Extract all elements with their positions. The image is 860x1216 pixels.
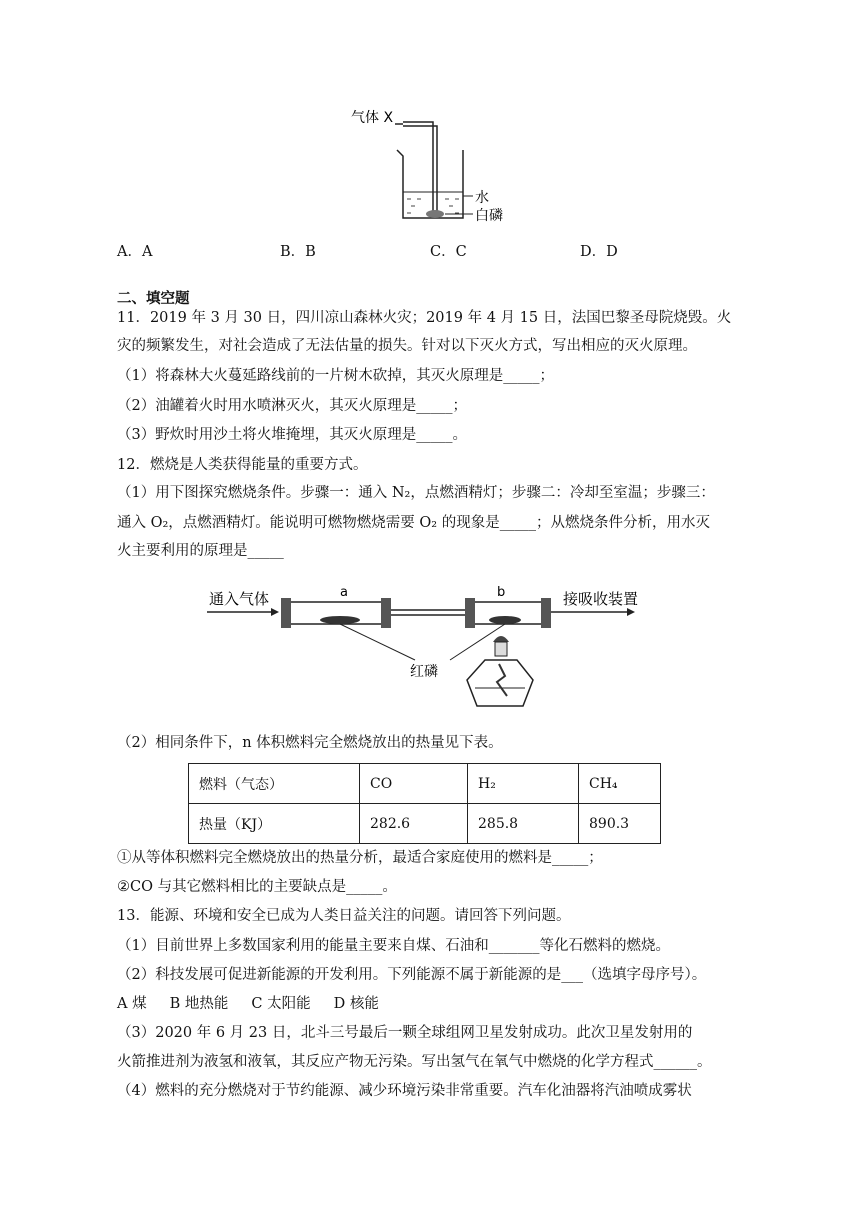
table-cell: CH₄: [579, 764, 661, 804]
table-row: [189, 764, 661, 804]
q12-a1: ①从等体积燃料完全燃烧放出的热量分析，最适合家庭使用的燃料是_____；: [117, 850, 603, 866]
q11-line2: 灾的频繁发生，对社会造成了无法估量的损失。针对以下灭火方式，写出相应的灭火原理。: [117, 338, 697, 354]
section-title: 二、填空题: [117, 290, 190, 307]
q12-p1-line2: 通入 O₂，点燃酒精灯。能说明可燃物燃烧需要 O₂ 的现象是_____；从燃烧条件分析，用水灭: [117, 515, 710, 531]
water-label: 水: [475, 190, 489, 206]
option-b[interactable]: B．B: [280, 244, 316, 260]
table-cell: CO: [360, 764, 468, 804]
red-phosphorus-label: 红磷: [410, 664, 438, 680]
inlet-label: 通入气体: [209, 590, 270, 608]
outlet-label: 接吸收装置: [563, 590, 639, 608]
q12-p1-line3: 火主要利用的原理是_____: [117, 543, 284, 559]
q12-p1-line1: （1）用下图探究燃烧条件。步骤一：通入 N₂，点燃酒精灯；步骤二：冷却至室温；步骤三：: [117, 485, 715, 501]
table-cell: H₂: [468, 764, 579, 804]
q11-sub2: （2）油罐着火时用水喷淋灭火，其灭火原理是_____；: [117, 398, 467, 414]
table-cell: 890.3: [579, 804, 661, 844]
fuel-heat-table: [188, 763, 661, 844]
combustion-apparatus-figure: [205, 580, 675, 720]
q12-p2-line: （2）相同条件下，n 体积燃料完全燃烧放出的热量见下表。: [117, 735, 503, 751]
q12-a2: ②CO 与其它燃料相比的主要缺点是_____。: [117, 879, 397, 895]
q12-intro: 12．燃烧是人类获得能量的重要方式。: [117, 457, 368, 473]
q13-s3-line1: （3）2020 年 6 月 23 日，北斗三号最后一颗全球组网卫星发射成功。此次卫星发射用的: [117, 1025, 693, 1041]
q13-choices: A 煤 B 地热能 C 太阳能 D 核能: [117, 996, 379, 1012]
q13-s4-line1: （4）燃料的充分燃烧对于节约能源、减少环境污染非常重要。汽车化油器将汽油喷成雾状: [117, 1083, 692, 1099]
beaker-figure: [345, 100, 503, 230]
q13-s1: （1）目前世界上多数国家利用的能量主要来自煤、石油和_______等化石燃料的燃烧。: [117, 938, 670, 954]
white-phosphorus-label: 白磷: [475, 208, 503, 224]
q13-s3-line2: 火箭推进剂为液氢和液氧，其反应产物无污染。写出氢气在氧气中燃烧的化学方程式______。: [117, 1054, 712, 1070]
table-cell: 热量（KJ）: [189, 804, 360, 844]
q11-sub3: （3）野炊时用沙土将火堆掩埋，其灭火原理是_____。: [117, 427, 467, 443]
tube-a-label: a: [340, 585, 348, 600]
option-a[interactable]: A．A: [117, 244, 153, 260]
q11-sub1: （1）将森林大火蔓延路线前的一片树木砍掉，其灭火原理是_____；: [117, 368, 554, 384]
q11-line1: 11．2019 年 3 月 30 日，四川凉山森林火灾；2019 年 4 月 15 日，法国巴黎圣母院烧毁。火: [117, 310, 732, 326]
option-d[interactable]: D．D: [580, 244, 618, 260]
q13-s2: （2）科技发展可促进新能源的开发利用。下列能源不属于新能源的是___（选填字母序号）。: [117, 967, 707, 983]
q13-intro: 13．能源、环境和安全已成为人类日益关注的问题。请回答下列问题。: [117, 908, 571, 924]
option-c[interactable]: C．C: [430, 244, 467, 260]
table-cell: 燃料（气态）: [189, 764, 360, 804]
table-row: [189, 804, 661, 844]
table-cell: 282.6: [360, 804, 468, 844]
gas-x-label: 气体 X: [351, 110, 394, 126]
tube-b-label: b: [497, 585, 506, 600]
table-cell: 285.8: [468, 804, 579, 844]
